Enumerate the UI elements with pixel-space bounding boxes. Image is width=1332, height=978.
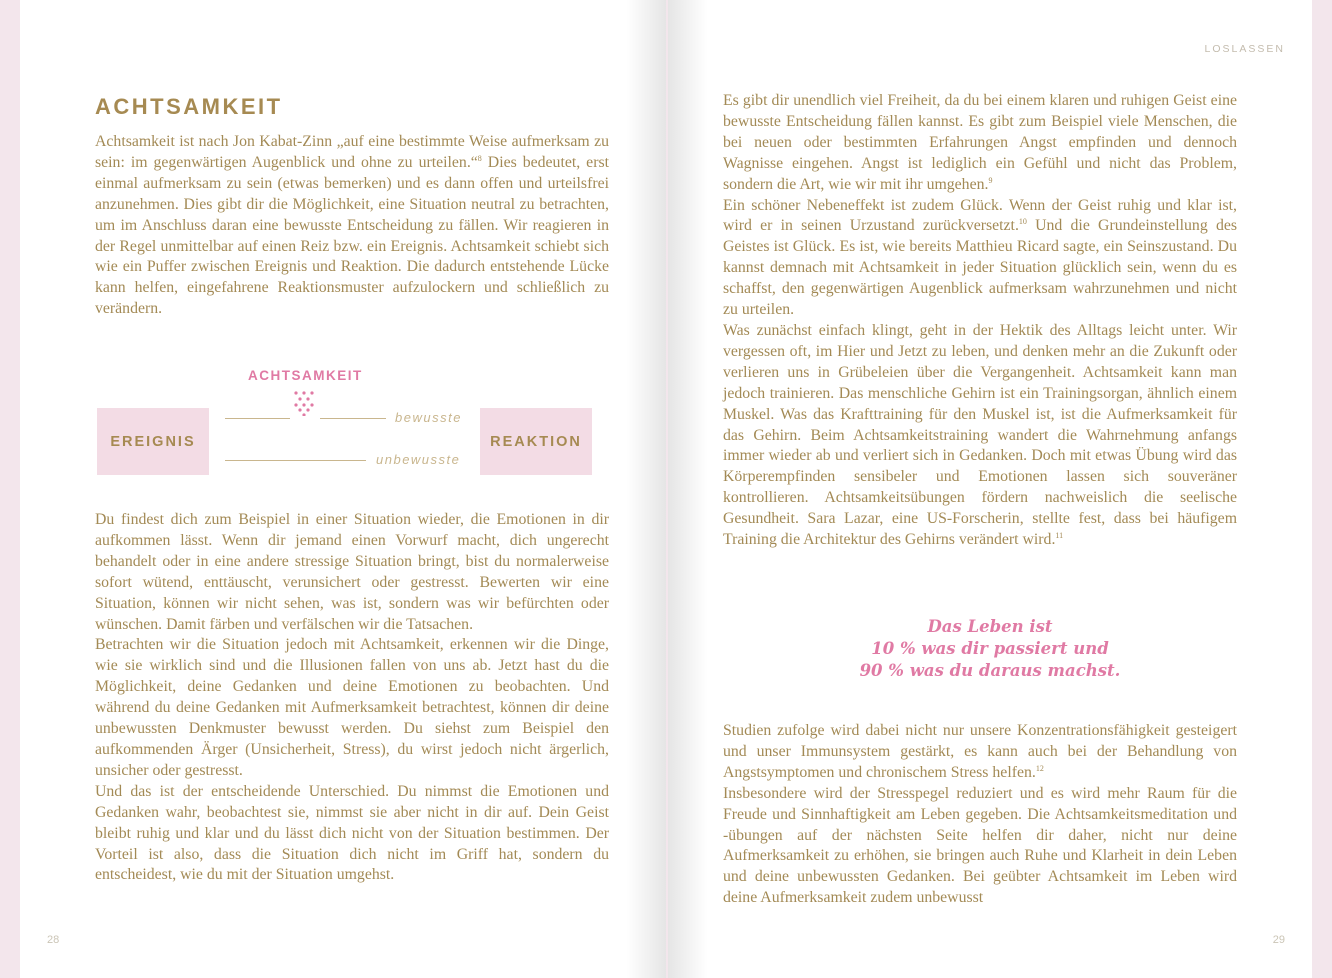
text: Und die Grundeinstellung des Geistes ist Glück. Es ist, wie bereits Matthieu Ricard sagte, ein Seinszustand. Du kannst demnach mit Achtsamkeit in jeder Situation glücklich sein, wenn du es schaffst, den gegenwärtigen Augenblick aufmerksam wahrzunehmen und nicht zu urteilen. [723, 217, 1237, 319]
paragraph: Betrachten wir die Situation jedoch mit Achtsamkeit, erkennen wir die Dinge, wie sie wirklich sind und die Illusionen fallen von uns ab. Jetzt hast du die Möglichkeit, deine Gedanken und deine Emotionen zu beobachten. Und während du deine Gedanken mit Aufmerksamkeit betrachtest, können dir deine unbewussten Denkmuster bewusst werden. Du siehst zum Beispiel den aufkommenden Ärger (Unsicherheit, Stress), du wirst jedoch nicht ärgerlich, unsicher oder gestresst. [95, 636, 609, 779]
upper-path-line-left [225, 418, 290, 419]
footnote-ref: 8 [477, 153, 482, 163]
paragraph [723, 721, 1237, 784]
footnote-ref: 10 [1018, 217, 1027, 227]
upper-path-line-right [320, 418, 386, 419]
page-number: 28 [47, 934, 60, 946]
right-body-text-top [723, 91, 1237, 551]
chapter-title: ACHTSAMKEIT [95, 94, 283, 119]
paragraph [723, 91, 1237, 196]
text: Was zunächst einfach klingt, geht in der Hektik des Alltags leicht unter. Wir vergessen oft, im Hier und Jetzt zu leben, und denken mehr an die Zukunft oder verlieren uns in Grübeleien über die Vergangenheit. Achtsamkeit kann man jedoch trainieren. Das menschliche Gehirn ist ein Trainingsorgan, ähnlich einem Muskel. Was das Krafttraining für den Muskel ist, ist die Aufmerksamkeit für das Gehirn. Beim Achtsamkeitstraining wandert die Wahrnehmung anfangs immer wieder ab und verliert sich in Gedanken. Doch mit etwas Übung wird das Körperempfinden sensibeler und Emotionen lassen sich souveräner kontrollieren. Achtsamkeitsübungen fördern nachweislich die seelische Gesundheit. Sara Lazar, eine US-Forscherin, stellte fest, dass bei häufigem Training die Architektur des Gehirns verändert wird. [723, 321, 1237, 549]
gutter-shadow [626, 0, 666, 978]
quote-line: 10 % was dir passiert und [871, 639, 1109, 658]
paragraph: Insbesondere wird der Stresspegel reduziert und es wird mehr Raum für die Freude und Sinnhaftigkeit am Leben gegeben. Die Achtsamkeitsmeditation und -übungen auf der nächsten Seite helfen dir daher, nicht nur deine Aufmerksamkeit zu erhöhen, sie bringen auch Ruhe und Klarheit in dein Leben und deine unbewussten Gedanken. Bei geübter Achtsamkeit im Leben wird deine Aufmerksamkeit zudem unbewusst [723, 784, 1237, 907]
lower-path-label: unbewusste [376, 452, 461, 467]
paragraph: Du findest dich zum Beispiel in einer Situation wieder, die Emotionen in dir aufkommen lässt. Wenn dir jemand einen Vorwurf macht, dich ungerecht behandelt oder in eine andere stressige Situation bringt, bist du normalerweise sofort wütend, enttäuscht, verunsichert oder gestresst. Bewerten wir eine Situation, können wir nicht sehen, was ist, sondern was wir befürchten oder wünschen. Damit färben und verfälschen wir die Tatsachen. [95, 511, 609, 633]
gutter-shadow [668, 0, 708, 978]
upper-path-label: bewusste [395, 410, 462, 425]
footnote-ref: 11 [1055, 531, 1064, 541]
quote-line: 90 % was du daraus machst. [859, 661, 1121, 680]
lower-path-line [225, 460, 366, 461]
paragraph [723, 196, 1237, 321]
heart-dots-icon [292, 390, 316, 416]
footnote-ref: 12 [1035, 763, 1044, 773]
page-number: 29 [1272, 934, 1285, 946]
pull-quote [800, 616, 1180, 682]
intro-text-a: Achtsamkeit ist nach Jon Kabat-Zinn „auf eine bestimmte Weise aufmerksam zu sein: im gegenwärtigen Augenblick und ohne zu urteilen.“ [95, 133, 609, 171]
text: Es gibt dir unendlich viel Freiheit, da du bei einem klaren und ruhigen Geist eine bewusste Entscheidung fällen kannst. Es gibt zum Beispiel viele Menschen, die bei neuen oder bestimmten Erfahrungen Angst empfinden und dennoch Wagnisse eingehen. Angst ist lediglich ein Gefühl und nicht das Problem, sondern die Art, wie wir mit ihr umgehen. [723, 92, 1237, 193]
intro-paragraph [95, 132, 609, 320]
mindfulness-diagram [96, 365, 596, 480]
intro-text-b: Dies bedeutet, erst einmal aufmerksam zu sein (etwas bemerken) und es dann offen und urteilsfrei anzunehmen. Dies gibt dir die Möglichkeit, eine Situation neutral zu betrachten, um im Anschluss daran eine bewusste Entscheidung zu fällen. Wir reagieren in der Regel unmittelbar auf einen Reiz bzw. ein Ereignis. Achtsamkeit schiebt sich wie ein Puffer zwischen Ereignis und Reaktion. Die dadurch entstehende Lücke kann helfen, eingefahrene Reaktionsmuster aufzulockern und schließlich zu verändern. [95, 153, 609, 318]
text: Ein schöner Nebeneffekt ist zudem Glück. Wenn der Geist ruhig und klar ist, wird er in seinen Urzustand zurückversetzt. [723, 196, 1237, 235]
running-head: LOSLASSEN [1204, 43, 1285, 55]
reaction-box: REAKTION [480, 408, 592, 475]
event-box: EREIGNIS [97, 408, 209, 475]
left-body-text [95, 510, 609, 886]
right-body-text-bottom [723, 721, 1237, 909]
right-page [668, 0, 1312, 978]
paragraph [723, 321, 1237, 551]
paragraph: Und das ist der entscheidende Unterschied. Du nimmst die Emotionen und Gedanken wahr, beobachtest sie, nimmst sie aber nicht in dir auf. Dein Geist bleibt ruhig und klar und du lässt dich nicht von der Situation bestimmen. Der Vorteil ist also, dass die Situation dich nicht im Griff hat, sondern du entscheidest, wie du mit der Situation umgehst. [95, 782, 609, 884]
footnote-ref: 9 [988, 175, 993, 185]
diagram-title: ACHTSAMKEIT [248, 368, 363, 383]
quote-line: Das Leben ist [927, 617, 1053, 636]
left-page [20, 0, 666, 978]
text: Studien zufolge wird dabei nicht nur unsere Konzentrationsfähigkeit gesteigert und unser Immunsystem gestärkt, es kann auch bei der Behandlung von Angstsymptomen und chronischem Stress helfen. [723, 722, 1237, 781]
